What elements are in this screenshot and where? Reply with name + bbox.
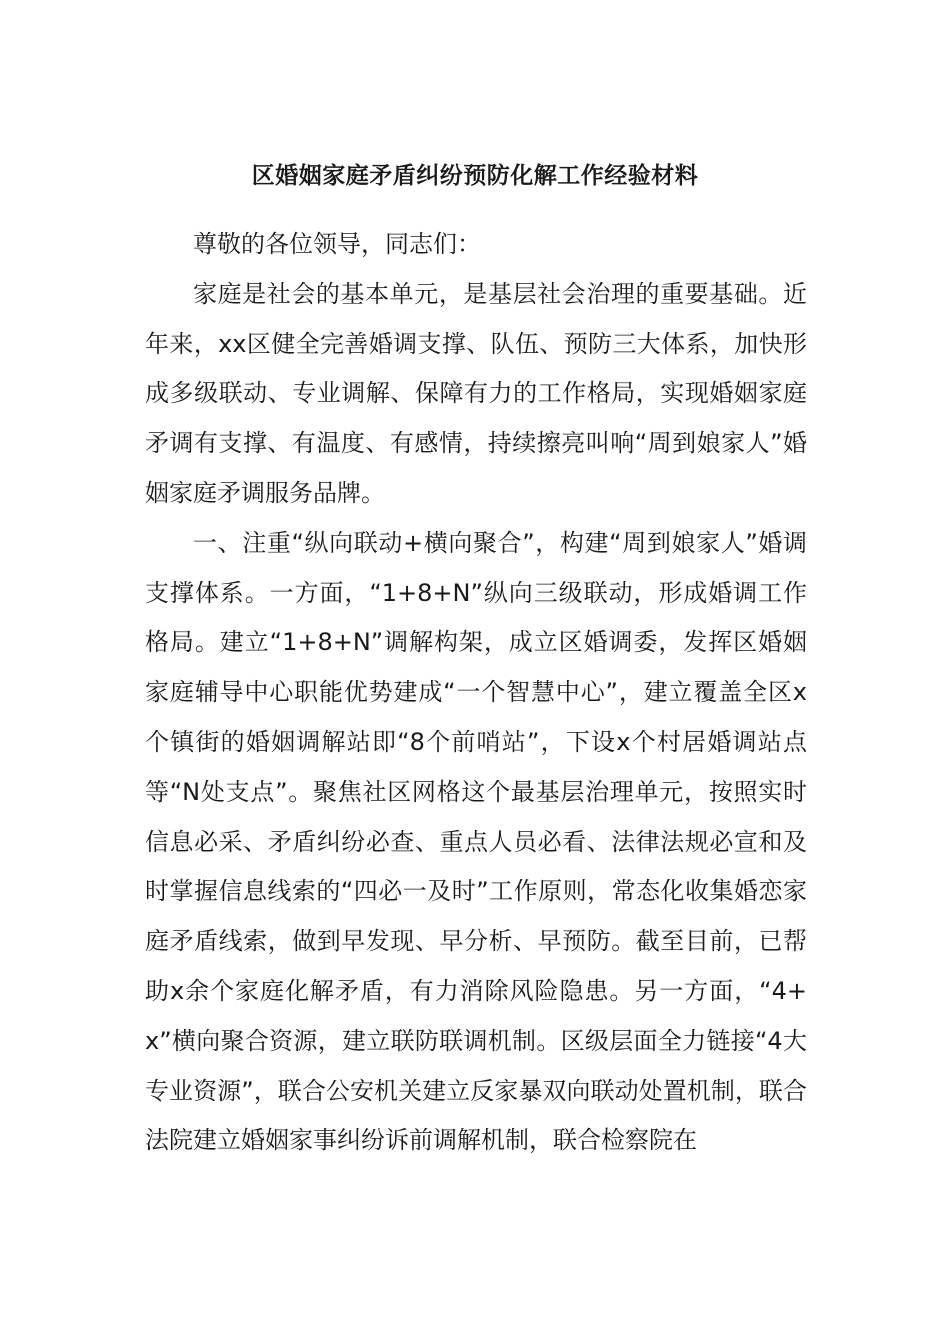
paragraph-section-one: 一、注重“纵向联动+横向聚合”，构建“周到娘家人”婚调支撑体系。一方面，“1+8+N”纵向三级联动，形成婚调工作格局。建立“1+8+N”调解构架，成立区婚调委，发挥区婚姻家庭辅导中心职能优势建成“一个智慧中心”，建立覆盖全区x个镇街的婚姻调解站即“8个前哨站”，下设x个村居婚调站点等“N处支点”。聚焦社区网格这个最基层治理单元，按照实时信息必采、矛盾纠纷必查、重点人员必看、法律法规必宣和及时掌握信息线索的“四必一及时”工作原则，常态化收集婚恋家庭矛盾线索，做到早发现、早分析、早预防。截至目前，已帮助x余个家庭化解矛盾，有力消除风险隐患。另一方面，“4+x”横向聚合资源，建立联防联调机制。区级层面全力链接“4大专业资源”，联合公安机关建立反家暴双向联动处置机制，联合法院建立婚姻家事纠纷诉前调解机制，联合检察院在 bbox=[145, 528, 807, 1155]
document-body bbox=[145, 220, 807, 1166]
paragraph-intro: 家庭是社会的基本单元，是基层社会治理的重要基础。近年来，xx区健全完善婚调支撑、队伍、预防三大体系，加快形成多级联动、专业调解、保障有力的工作格局，实现婚姻家庭矛调有支撑、有温度、有感情，持续擦亮叫响“周到娘家人”婚姻家庭矛调服务品牌。 bbox=[145, 279, 807, 507]
salutation: 尊敬的各位领导，同志们： bbox=[193, 230, 481, 258]
document-title: 区婚姻家庭矛盾纠纷预防化解工作经验材料 bbox=[251, 163, 699, 189]
